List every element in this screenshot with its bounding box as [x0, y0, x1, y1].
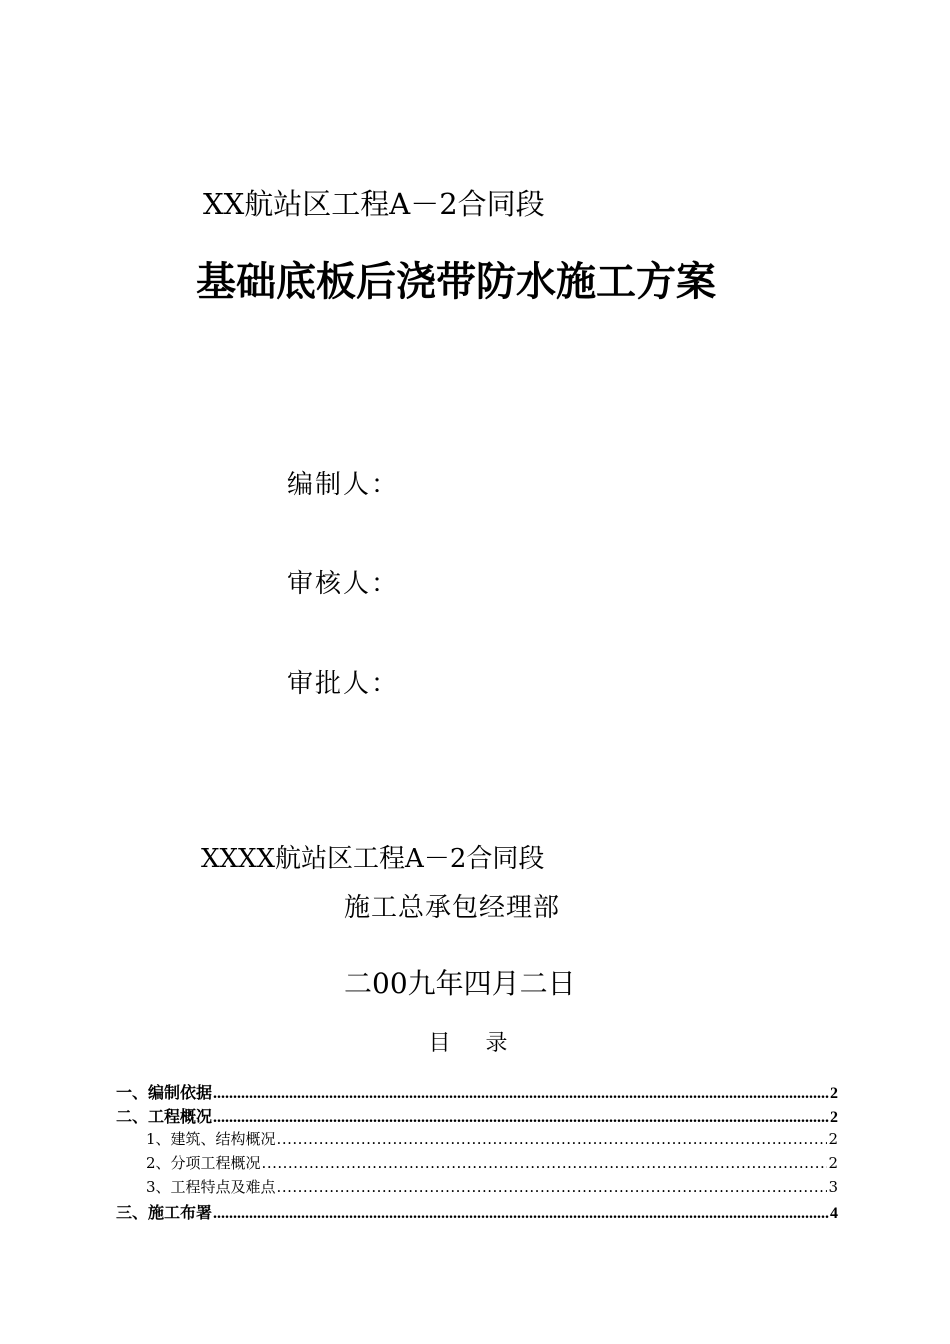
toc-leader	[213, 1085, 829, 1103]
document-date: 二00九年四月二日	[344, 967, 576, 1000]
compiler-label: 编制人：	[287, 470, 400, 500]
toc-leader	[262, 1154, 828, 1172]
toc-entry[interactable]	[116, 1104, 838, 1128]
toc-entry-label: 一、编制依据	[116, 1083, 213, 1102]
toc-entry[interactable]	[116, 1080, 838, 1104]
approver-label: 审批人：	[287, 669, 400, 699]
toc-leader	[213, 1205, 829, 1223]
toc-entry[interactable]	[116, 1128, 838, 1152]
table-of-contents	[116, 1080, 838, 1224]
organization-project: XXXX航站区工程A－2合同段	[201, 844, 545, 874]
toc-entry[interactable]	[116, 1152, 838, 1176]
toc-entry-label: 2、分项工程概况	[146, 1154, 261, 1172]
organization-department: 施工总承包经理部	[344, 893, 561, 923]
toc-entry-label: 三、施工布署	[116, 1203, 213, 1222]
toc-entry-label: 3、工程特点及难点	[146, 1178, 276, 1196]
toc-leader	[277, 1130, 828, 1148]
project-name: XX航站区工程A－2合同段	[203, 187, 545, 221]
toc-leader	[213, 1109, 829, 1127]
toc-entry-page: 2	[828, 1130, 838, 1148]
toc-entry-label: 1、建筑、结构概况	[146, 1130, 276, 1148]
toc-entry-page: 3	[828, 1178, 838, 1196]
reviewer-label: 审核人：	[287, 569, 400, 599]
toc-leader	[277, 1178, 828, 1196]
document-title: 基础底板后浇带防水施工方案	[196, 259, 716, 305]
toc-entry-page: 4	[830, 1205, 838, 1222]
toc-entry-page: 2	[828, 1154, 838, 1172]
toc-entry[interactable]	[116, 1176, 838, 1200]
toc-entry-page: 2	[830, 1085, 838, 1102]
toc-entry[interactable]	[116, 1200, 838, 1224]
toc-entry-label: 二、工程概况	[116, 1107, 213, 1126]
toc-title: 目 录	[428, 1031, 522, 1056]
toc-entry-page: 2	[830, 1109, 838, 1126]
